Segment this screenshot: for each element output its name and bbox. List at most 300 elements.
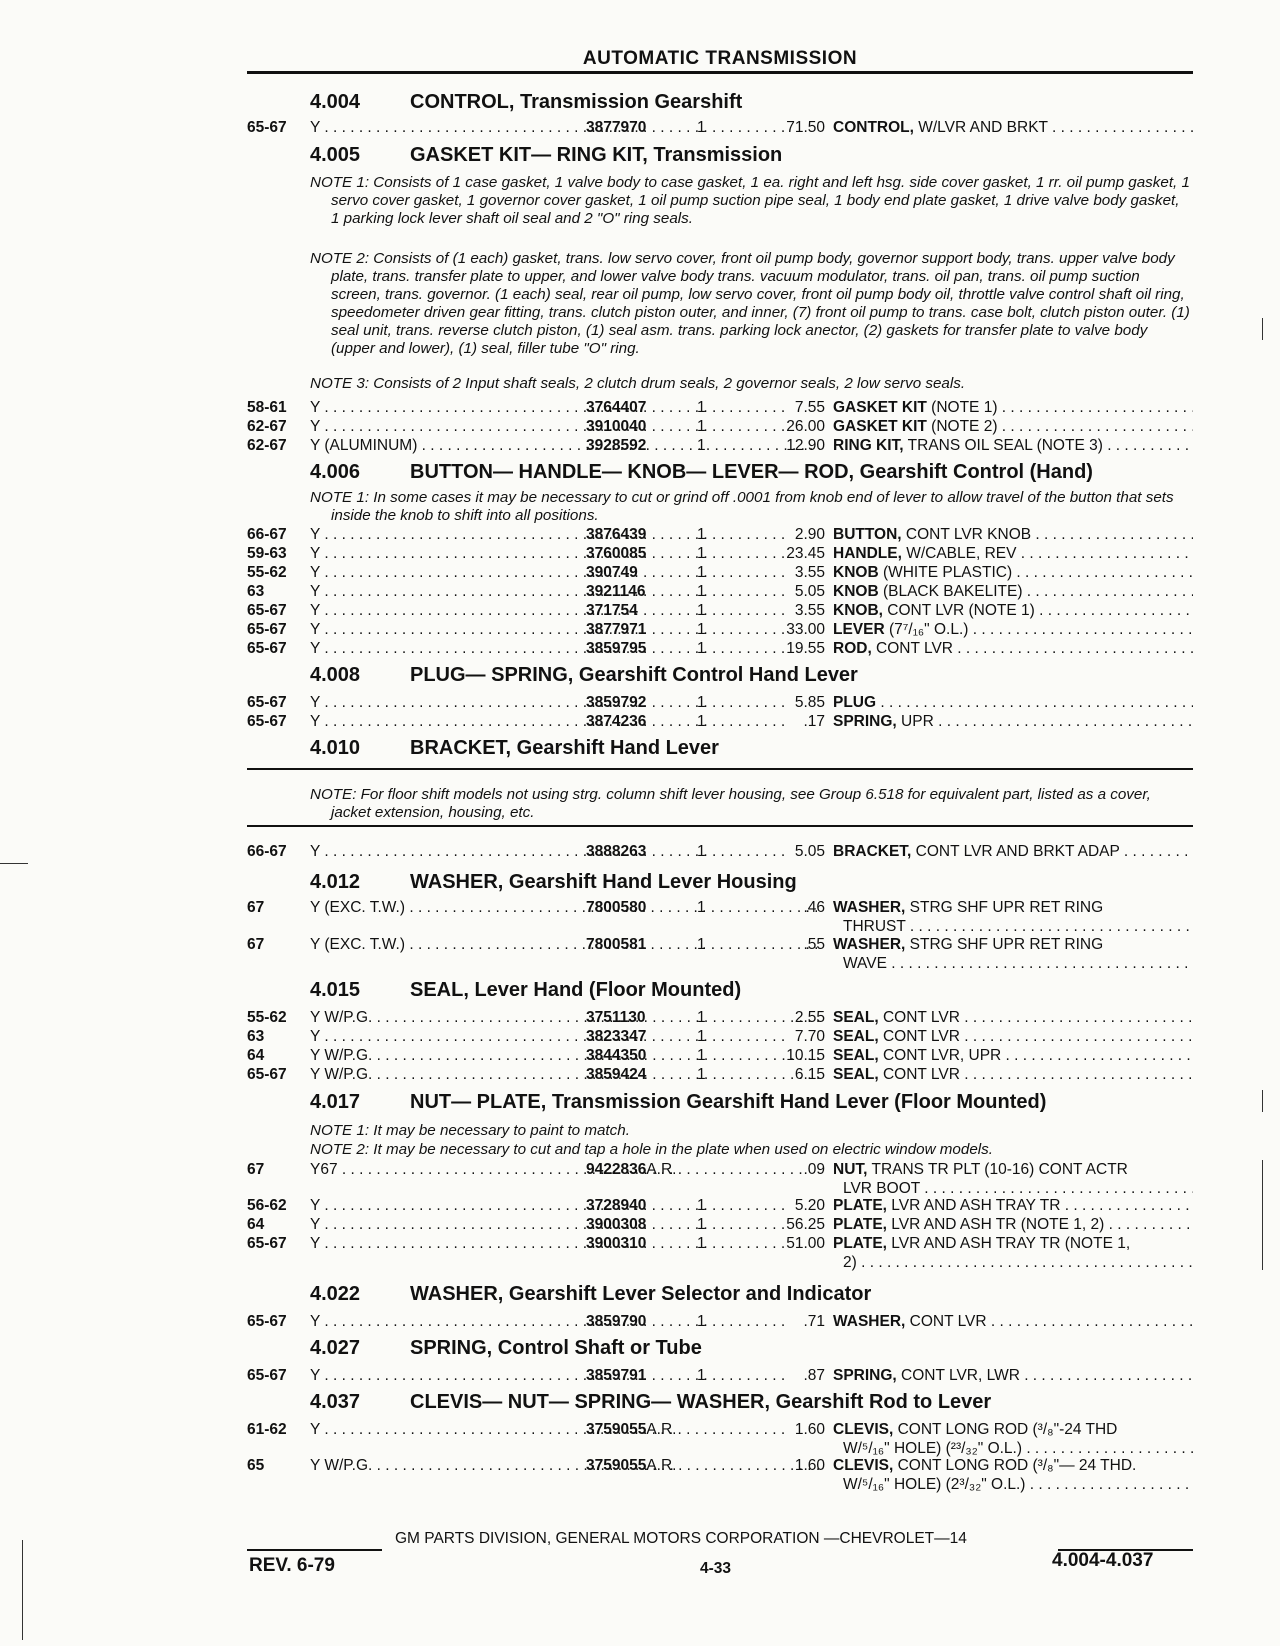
model-years: 63 xyxy=(247,1028,265,1045)
model-years: 64 xyxy=(247,1047,265,1064)
part-detail: LVR AND ASH TR (NOTE 1, 2) xyxy=(886,1216,1105,1233)
model-years: 65-67 xyxy=(247,602,287,619)
part-description xyxy=(833,1366,1193,1385)
section-number: 4.017 xyxy=(310,1091,361,1113)
part-number xyxy=(586,525,646,544)
part-number-value: 3859790 xyxy=(586,1313,647,1330)
quantity: 1 xyxy=(697,545,706,562)
description-line xyxy=(833,712,1193,731)
part-number xyxy=(586,544,646,563)
margin-mark xyxy=(22,1540,23,1640)
footer-range: 4.004-4.037 xyxy=(1052,1550,1154,1571)
description-line xyxy=(833,1065,1193,1084)
section-number: 4.005 xyxy=(310,144,361,166)
section-title: PLUG— SPRING, Gearshift Control Hand Lever xyxy=(410,664,858,686)
quantity: 1 xyxy=(697,713,706,730)
part-name: GASKET KIT xyxy=(833,399,927,416)
section-heading xyxy=(310,1391,1190,1414)
model-years: 55-62 xyxy=(247,564,287,581)
description-continuation: 2) . . . xyxy=(833,1253,1193,1272)
part-number-value: 3859424 xyxy=(586,1066,647,1083)
model-years: 65-67 xyxy=(247,713,287,730)
part-number-value: 3760085 xyxy=(586,545,647,562)
part-description xyxy=(833,898,1193,936)
part-name: CLEVIS, xyxy=(833,1421,894,1438)
part-name: PLATE, xyxy=(833,1216,887,1233)
section-note xyxy=(310,174,1190,228)
application: Y . . . xyxy=(310,1196,820,1215)
part-number xyxy=(586,1420,677,1439)
quantity: 1 xyxy=(697,1216,706,1233)
part-number-value: 3759055 xyxy=(586,1421,647,1438)
section-title: BUTTON— HANDLE— KNOB— LEVER— ROD, Gearshift Control (Hand) xyxy=(410,461,1093,483)
description-line xyxy=(833,525,1193,544)
part-number xyxy=(586,898,646,917)
section-number: 4.006 xyxy=(310,461,361,483)
price: 10.15 xyxy=(786,1047,825,1064)
quantity: 1 xyxy=(697,694,706,711)
part-name: SEAL, xyxy=(833,1028,879,1045)
section-note xyxy=(310,375,1190,393)
part-number-value: 3921146 xyxy=(586,583,646,600)
section-title: GASKET KIT— RING KIT, Transmission xyxy=(410,144,783,166)
model-years: 62-67 xyxy=(247,418,287,435)
part-detail: CONT LVR xyxy=(878,1009,960,1026)
part-detail: CONT LVR, LWR xyxy=(896,1367,1020,1384)
section-number: 4.008 xyxy=(310,664,361,686)
part-number xyxy=(586,1027,646,1046)
part-description xyxy=(833,842,1193,861)
part-description xyxy=(833,639,1193,658)
application: Y . . . xyxy=(310,1027,820,1046)
model-years: 55-62 xyxy=(247,1009,287,1026)
margin-mark xyxy=(1262,1090,1263,1112)
description-line xyxy=(833,1046,1193,1065)
model-years: 62-67 xyxy=(247,437,287,454)
price: .87 xyxy=(803,1367,825,1384)
as-required-flag: A.R. xyxy=(646,1457,677,1474)
part-detail: CONT LVR, UPR xyxy=(878,1047,1002,1064)
part-description xyxy=(833,1008,1193,1027)
price: .71 xyxy=(803,1313,825,1330)
part-description xyxy=(833,693,1193,712)
section-number: 4.027 xyxy=(310,1337,361,1359)
part-number-value: 371754 xyxy=(586,602,638,619)
page-title: AUTOMATIC TRANSMISSION xyxy=(582,48,858,69)
model-years: 65-67 xyxy=(247,1235,287,1252)
application: Y . . . xyxy=(310,1312,820,1331)
part-detail: CONT LVR KNOB xyxy=(901,526,1032,543)
model-years: 65 xyxy=(247,1457,265,1474)
part-number-value: 3888263 xyxy=(586,843,647,860)
price: 19.55 xyxy=(786,640,825,657)
description-line xyxy=(833,1366,1193,1385)
description-line xyxy=(833,1456,1193,1475)
application: Y . . . xyxy=(310,842,820,861)
price: 3.55 xyxy=(794,564,825,581)
description-line xyxy=(833,417,1193,436)
note-text: NOTE: For floor shift models not using strg. column shift lever housing, see Group 6.518 for equivalent part, listed as a cover, jacket extension, housing, etc. xyxy=(310,786,1151,821)
part-description xyxy=(833,1234,1193,1272)
description-line xyxy=(833,1160,1193,1179)
description-continuation: LVR BOOT . . . xyxy=(833,1179,1193,1198)
description-line xyxy=(833,1312,1193,1331)
part-number-value: 3859791 xyxy=(586,1367,647,1384)
part-number-value: 7800580 xyxy=(586,899,647,916)
part-detail: CONT LVR AND BRKT ADAP xyxy=(911,843,1120,860)
price: 33.00 xyxy=(786,621,825,638)
description-line xyxy=(833,1008,1193,1027)
part-detail: (NOTE 1) xyxy=(926,399,998,416)
model-years: 65-67 xyxy=(247,1066,287,1083)
part-number-value: 7800581 xyxy=(586,936,647,953)
section-heading xyxy=(310,979,1190,1002)
part-detail: W/CABLE, REV xyxy=(901,545,1017,562)
part-number xyxy=(586,417,646,436)
section-title: CLEVIS— NUT— SPRING— WASHER, Gearshift Rod to Lever xyxy=(410,1391,992,1413)
part-number-value: 3844350 xyxy=(586,1047,647,1064)
section-heading xyxy=(310,144,1190,167)
part-detail: CONT LONG ROD (³/₈"— 24 THD. xyxy=(893,1457,1137,1474)
model-years: 59-63 xyxy=(247,545,287,562)
description-line xyxy=(833,620,1193,639)
part-name: WASHER, xyxy=(833,899,906,916)
part-detail: W/LVR AND BRKT xyxy=(913,119,1048,136)
description-continuation: WAVE . . . xyxy=(833,954,1193,973)
part-detail: TRANS OIL SEAL (NOTE 3) xyxy=(903,437,1103,454)
part-description xyxy=(833,1312,1193,1331)
note-text: NOTE 1: In some cases it may be necessary to cut or grind off .0001 from knob end of lever to allow travel of the button that sets inside the knob to shift into all positions. xyxy=(310,489,1174,524)
description-line xyxy=(833,1420,1193,1439)
application: Y (EXC. T.W.) . . . xyxy=(310,898,820,917)
note-rule-top xyxy=(247,768,1193,770)
part-description xyxy=(833,1065,1193,1084)
application: Y . . . xyxy=(310,620,820,639)
price: 6.15 xyxy=(794,1066,825,1083)
footer-revision: REV. 6-79 xyxy=(249,1555,335,1576)
part-name: SEAL, xyxy=(833,1009,879,1026)
as-required-flag: A.R. xyxy=(646,1161,677,1178)
section-heading xyxy=(310,1337,1190,1360)
part-description xyxy=(833,1456,1193,1494)
part-number-value: 3876439 xyxy=(586,526,647,543)
model-years: 65-67 xyxy=(247,640,287,657)
quantity: 1 xyxy=(697,640,706,657)
punch-line xyxy=(0,863,28,864)
model-years: 58-61 xyxy=(247,399,287,416)
part-name: SEAL, xyxy=(833,1047,879,1064)
as-required-flag: A.R. xyxy=(646,1421,677,1438)
part-name: BRACKET, xyxy=(833,843,912,860)
price: 3.55 xyxy=(794,602,825,619)
part-detail: STRG SHF UPR RET RING xyxy=(905,936,1104,953)
note-text: NOTE 2: It may be necessary to cut and tap a hole in the plate when used on electric window models. xyxy=(310,1141,993,1158)
title-rule xyxy=(247,71,1193,74)
part-number xyxy=(586,1456,677,1475)
part-number xyxy=(586,620,646,639)
part-name: WASHER, xyxy=(833,936,906,953)
part-description xyxy=(833,1027,1193,1046)
part-name: HANDLE, xyxy=(833,545,902,562)
model-years: 63 xyxy=(247,583,265,600)
price: 2.90 xyxy=(794,526,825,543)
section-note xyxy=(310,1141,1190,1159)
section-title: WASHER, Gearshift Lever Selector and Indicator xyxy=(410,1283,872,1305)
model-years: 61-62 xyxy=(247,1421,287,1438)
description-line xyxy=(833,563,1193,582)
quantity: 1 xyxy=(697,1235,706,1252)
application: Y . . . xyxy=(310,693,820,712)
model-years: 66-67 xyxy=(247,526,287,543)
part-number-value: 3900310 xyxy=(586,1235,647,1252)
quantity: 1 xyxy=(697,899,706,916)
part-detail: CONT LONG ROD (³/₈"-24 THD xyxy=(893,1421,1118,1438)
quantity: 1 xyxy=(697,399,706,416)
quantity: 1 xyxy=(697,843,706,860)
part-name: PLUG xyxy=(833,694,877,711)
section-note xyxy=(310,1122,1190,1140)
section-heading xyxy=(310,871,1190,894)
price: 5.85 xyxy=(794,694,825,711)
part-number xyxy=(586,1046,646,1065)
part-description xyxy=(833,1215,1193,1234)
part-description xyxy=(833,935,1193,973)
section-number: 4.010 xyxy=(310,737,361,759)
model-years: 67 xyxy=(247,1161,265,1178)
part-description xyxy=(833,1160,1193,1198)
part-description xyxy=(833,544,1193,563)
application: Y67 . . . xyxy=(310,1160,820,1179)
section-note xyxy=(310,250,1190,358)
part-number xyxy=(586,712,646,731)
part-number xyxy=(586,935,646,954)
model-years: 66-67 xyxy=(247,843,287,860)
price: 56.25 xyxy=(786,1216,825,1233)
part-name: KNOB xyxy=(833,583,879,600)
part-number xyxy=(586,436,646,455)
part-detail: (WHITE PLASTIC) xyxy=(878,564,1013,581)
footer-page-number: 4-33 xyxy=(700,1560,732,1577)
description-line xyxy=(833,436,1193,455)
part-description xyxy=(833,398,1193,417)
price: .09 xyxy=(803,1161,825,1178)
quantity: 1 xyxy=(697,602,706,619)
price: 5.05 xyxy=(794,583,825,600)
section-title: CONTROL, Transmission Gearshift xyxy=(410,91,743,113)
part-name: PLATE, xyxy=(833,1235,887,1252)
part-name: KNOB xyxy=(833,564,879,581)
part-description xyxy=(833,563,1193,582)
description-line xyxy=(833,582,1193,601)
part-detail: STRG SHF UPR RET RING xyxy=(905,899,1104,916)
model-years: 56-62 xyxy=(247,1197,287,1214)
section-title: WASHER, Gearshift Hand Lever Housing xyxy=(410,871,797,893)
description-line xyxy=(833,544,1193,563)
description-line xyxy=(833,639,1193,658)
part-number xyxy=(586,118,646,137)
part-name: GASKET KIT xyxy=(833,418,927,435)
model-years: 67 xyxy=(247,899,265,916)
price: 1.60 xyxy=(794,1457,825,1474)
section-heading xyxy=(310,737,1190,760)
part-description xyxy=(833,118,1193,137)
section-number: 4.037 xyxy=(310,1391,361,1413)
note-rule-bottom xyxy=(247,825,1193,827)
price: .17 xyxy=(803,713,825,730)
section-heading xyxy=(310,91,1190,114)
part-detail: TRANS TR PLT (10-16) CONT ACTR xyxy=(867,1161,1128,1178)
description-line xyxy=(833,118,1193,137)
quantity: 1 xyxy=(697,1313,706,1330)
section-note xyxy=(310,489,1190,525)
price: 5.05 xyxy=(794,843,825,860)
part-detail: CONT LVR xyxy=(878,1066,960,1083)
section-number: 4.012 xyxy=(310,871,361,893)
part-detail: CONT LVR (NOTE 1) xyxy=(882,602,1035,619)
quantity: 1 xyxy=(697,1066,706,1083)
part-number xyxy=(586,1160,677,1179)
price: 1.60 xyxy=(794,1421,825,1438)
section-number: 4.015 xyxy=(310,979,361,1001)
model-years: 64 xyxy=(247,1216,265,1233)
part-detail: CONT LVR xyxy=(878,1028,960,1045)
note-text: NOTE 2: Consists of (1 each) gasket, trans. low servo cover, front oil pump body, governor support body, trans. upper valve body plate, trans. transfer plate to upper, and lower valve body trans. vacuum modulator, trans. oil pan, trans. oil pump suction screen, trans. governor. (1 each) seal, rear oil pump, low servo cover, front oil pump body oil, throttle valve control shaft oil ring, speedometer driven gear fitting, trans. clutch piston outer, and inner, (7) front oil pump to trans. case bolt, clutch piston outer. (1) seal unit, trans. reverse clutch piston, (1) seal asm. trans. parking lock anector, (2) gaskets for transfer plate to valve body (upper and lower), (1) seal, filler tube "O" ring. xyxy=(310,250,1190,357)
part-number-value: 3728940 xyxy=(586,1197,647,1214)
price: .46 xyxy=(803,899,825,916)
quantity: 1 xyxy=(697,526,706,543)
part-number xyxy=(586,1234,646,1253)
description-line xyxy=(833,1027,1193,1046)
part-number-value: 9422836 xyxy=(586,1161,647,1178)
part-detail: (NOTE 2) xyxy=(926,418,998,435)
quantity: 1 xyxy=(697,1028,706,1045)
part-name: KNOB, xyxy=(833,602,883,619)
part-number-value: 3751130 xyxy=(586,1009,646,1026)
section-heading xyxy=(310,664,1190,687)
part-number-value: 3877971 xyxy=(586,621,647,638)
part-number xyxy=(586,639,646,658)
part-number-value: 3900308 xyxy=(586,1216,647,1233)
application: Y (ALUMINUM) . . . xyxy=(310,436,820,455)
part-number-value: 3877970 xyxy=(586,119,647,136)
section-heading xyxy=(310,461,1190,484)
quantity: 1 xyxy=(697,936,706,953)
model-years: 65-67 xyxy=(247,621,287,638)
note-text: NOTE 1: It may be necessary to paint to match. xyxy=(310,1122,630,1139)
part-name: WASHER, xyxy=(833,1313,906,1330)
section-number: 4.004 xyxy=(310,91,361,113)
application: Y W/P.G. . . . xyxy=(310,1065,820,1084)
section-title: BRACKET, Gearshift Hand Lever xyxy=(410,737,719,759)
quantity: 1 xyxy=(697,1009,706,1026)
application: Y . . . xyxy=(310,639,820,658)
price: 7.55 xyxy=(794,399,825,416)
price: 12.90 xyxy=(786,437,825,454)
part-description xyxy=(833,1046,1193,1065)
description-line xyxy=(833,398,1193,417)
section-number: 4.022 xyxy=(310,1283,361,1305)
part-name: CONTROL, xyxy=(833,119,914,136)
part-number xyxy=(586,693,646,712)
application: Y . . . xyxy=(310,417,820,436)
part-name: ROD, xyxy=(833,640,872,657)
part-detail: (BLACK BAKELITE) xyxy=(878,583,1023,600)
section-title: SPRING, Control Shaft or Tube xyxy=(410,1337,702,1359)
application: Y . . . xyxy=(310,1366,820,1385)
quantity: 1 xyxy=(697,1047,706,1064)
footer-division: GM PARTS DIVISION, GENERAL MOTORS CORPORATION —CHEVROLET—14 xyxy=(395,1530,967,1547)
part-number xyxy=(586,601,638,620)
part-number xyxy=(586,398,646,417)
margin-mark xyxy=(1262,318,1263,340)
part-number-value: 3764407 xyxy=(586,399,647,416)
model-years: 65-67 xyxy=(247,1367,287,1384)
description-line xyxy=(833,1215,1193,1234)
application: Y . . . xyxy=(310,544,820,563)
part-name: SPRING, xyxy=(833,713,897,730)
application: Y . . . xyxy=(310,1215,820,1234)
quantity: 1 xyxy=(697,418,706,435)
part-name: CLEVIS, xyxy=(833,1457,894,1474)
price: 71.50 xyxy=(786,119,825,136)
section-title: SEAL, Lever Hand (Floor Mounted) xyxy=(410,979,742,1001)
part-name: SPRING, xyxy=(833,1367,897,1384)
part-number-value: 390749 xyxy=(586,564,638,581)
price: 51.00 xyxy=(786,1235,825,1252)
description-line xyxy=(833,1234,1193,1253)
application: Y . . . xyxy=(310,398,820,417)
part-number-value: 3859792 xyxy=(586,694,647,711)
margin-mark xyxy=(1262,1160,1263,1270)
quantity: 1 xyxy=(697,119,706,136)
application: Y . . . xyxy=(310,118,820,137)
application: Y . . . xyxy=(310,563,820,582)
model-years: 65-67 xyxy=(247,694,287,711)
application: Y . . . xyxy=(310,525,820,544)
part-description xyxy=(833,1196,1193,1215)
description-line xyxy=(833,1196,1193,1215)
part-number-value: 3823347 xyxy=(586,1028,647,1045)
price: 2.55 xyxy=(794,1009,825,1026)
note-text: NOTE 1: Consists of 1 case gasket, 1 valve body to case gasket, 1 ea. right and left hsg. side cover gasket, 1 rr. oil pump gasket, 1 servo cover gasket, 1 governor cover gasket, 1 oil pump suction pipe seal, 1 body end plate gasket, 1 drive valve body gasket, 1 parking lock lever shaft oil seal and 2 "O" ring seals. xyxy=(310,174,1190,227)
part-description xyxy=(833,620,1193,639)
model-years: 65-67 xyxy=(247,1313,287,1330)
application: Y . . . xyxy=(310,1234,820,1253)
application: Y . . . xyxy=(310,582,820,601)
application: Y . . . xyxy=(310,1420,820,1439)
part-detail: LVR AND ASH TRAY TR (NOTE 1, xyxy=(886,1235,1131,1252)
part-name: PLATE, xyxy=(833,1197,887,1214)
description-continuation: THRUST . . . xyxy=(833,917,1193,936)
application: Y W/P.G. . . . xyxy=(310,1008,820,1027)
part-number-value: 3874236 xyxy=(586,713,647,730)
description-line xyxy=(833,601,1193,620)
model-years: 67 xyxy=(247,936,265,953)
section-heading xyxy=(310,1283,1190,1306)
part-number xyxy=(586,842,646,861)
price: 5.20 xyxy=(794,1197,825,1214)
part-number xyxy=(586,582,646,601)
part-number xyxy=(586,563,638,582)
part-name: BUTTON, xyxy=(833,526,902,543)
part-number xyxy=(586,1196,646,1215)
part-description xyxy=(833,712,1193,731)
part-description xyxy=(833,601,1193,620)
section-heading xyxy=(310,1091,1190,1114)
part-detail: LVR AND ASH TRAY TR xyxy=(886,1197,1061,1214)
footer-rule-left xyxy=(247,1549,382,1551)
part-name: LEVER xyxy=(833,621,885,638)
